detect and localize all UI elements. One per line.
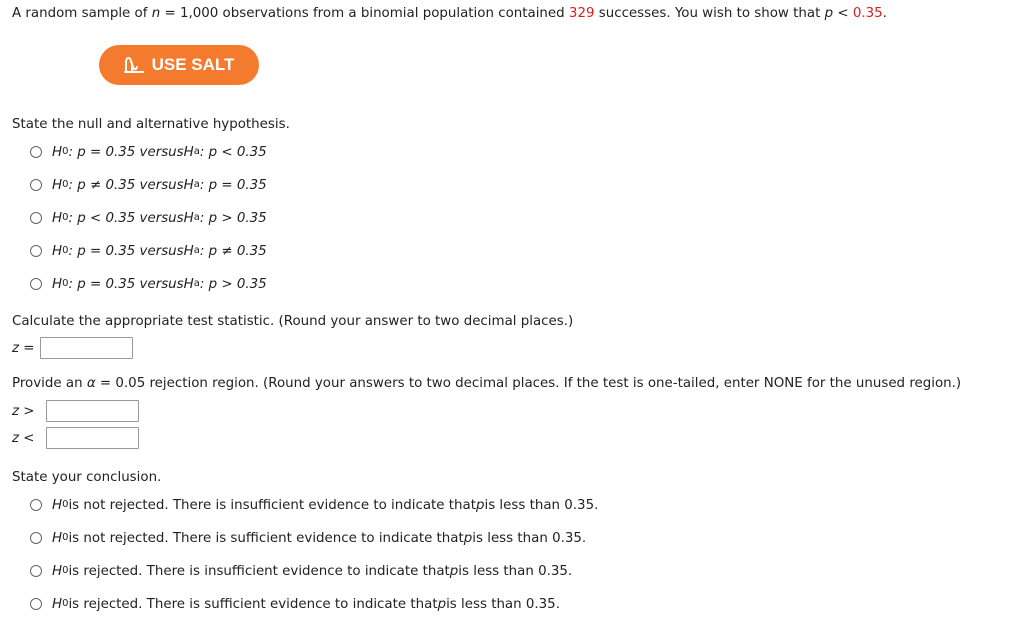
conclusion-text: is rejected. There is sufficient evidence to indicate that — [68, 596, 438, 612]
radio-button[interactable] — [30, 212, 42, 224]
h-symbol: H — [52, 276, 63, 292]
h0-relation: : p = 0.35 versus — [68, 243, 184, 259]
radio-button[interactable] — [30, 179, 42, 191]
hypothesis-option-5[interactable]: H 0 : p = 0.35 versus H a : p > 0.35 — [30, 274, 267, 294]
rejection-lower-row — [12, 426, 139, 450]
alpha-symbol: α — [86, 376, 96, 391]
radio-button[interactable] — [30, 245, 42, 257]
p-variable: p — [824, 6, 834, 21]
rejection-region-prompt — [12, 375, 961, 393]
hypothesis-option-4[interactable]: H 0 : p = 0.35 versus H a : p ≠ 0.35 — [30, 241, 267, 261]
radio-button[interactable] — [30, 278, 42, 290]
conclusion-text-end: is less than 0.35. — [458, 563, 573, 579]
successes-count: 329 — [568, 6, 595, 21]
problem-period: . — [882, 6, 887, 21]
conclusion-text: is not rejected. There is insufficient evidence to indicate that — [68, 497, 476, 513]
rejection-upper-row — [12, 399, 139, 423]
test-statistic-prompt: Calculate the appropriate test statistic. (Round your answer to two decimal places.) — [12, 314, 574, 329]
h0-relation: : p = 0.35 versus — [68, 144, 184, 160]
use-salt-label: USE SALT — [151, 55, 235, 74]
h-symbol: H — [52, 210, 63, 226]
conclusion-option-2[interactable]: H 0 is not rejected. There is sufficient evidence to indicate that p is less than 0.35. — [30, 528, 586, 548]
h-symbol: H — [52, 497, 63, 513]
hypothesis-prompt: State the null and alternative hypothesis. — [12, 117, 290, 132]
radio-button[interactable] — [30, 598, 42, 610]
rejection-prompt-end: = 0.05 rejection region. (Round your answers to two decimal places. If the test is one-tailed, enter NONE for the unused region.) — [95, 376, 962, 391]
problem-after-successes: successes. You wish to show that — [594, 6, 825, 21]
hypothesis-option-3[interactable]: H 0 : p < 0.35 versus H a : p > 0.35 — [30, 208, 267, 228]
hypothesis-option-1[interactable]: H 0 : p = 0.35 versus H a : p < 0.35 — [30, 142, 267, 162]
salt-chart-icon — [124, 56, 144, 74]
z-equals-label: z = — [12, 340, 35, 356]
h0-relation: : p < 0.35 versus — [68, 210, 184, 226]
z-less-label: z < — [12, 430, 35, 446]
h-symbol: H — [183, 243, 194, 259]
radio-button[interactable] — [30, 532, 42, 544]
conclusion-text-end: is less than 0.35. — [472, 530, 587, 546]
radio-button[interactable] — [30, 146, 42, 158]
problem-n-text: = 1,000 observations from a binomial population contained — [160, 6, 569, 21]
h-symbol: H — [52, 596, 63, 612]
conclusion-text: is not rejected. There is sufficient evidence to indicate that — [68, 530, 464, 546]
radio-button[interactable] — [30, 565, 42, 577]
h-symbol: H — [52, 563, 63, 579]
h-symbol: H — [52, 530, 63, 546]
conclusion-option-3[interactable]: H 0 is rejected. There is insufficient evidence to indicate that p is less than 0.35. — [30, 561, 572, 581]
ha-relation: : p < 0.35 — [199, 144, 267, 160]
ha-relation: : p > 0.35 — [199, 276, 267, 292]
z-lower-input[interactable] — [46, 427, 139, 449]
h0-relation: : p = 0.35 versus — [68, 276, 184, 292]
h-symbol: H — [183, 210, 194, 226]
use-salt-button[interactable] — [99, 45, 259, 85]
conclusion-text: is rejected. There is insufficient evidence to indicate that — [68, 563, 450, 579]
test-statistic-row — [12, 336, 133, 360]
conclusion-prompt: State your conclusion. — [12, 470, 162, 485]
hypothesis-option-2[interactable]: H 0 : p ≠ 0.35 versus H a : p = 0.35 — [30, 175, 267, 195]
z-greater-label: z > — [12, 403, 35, 419]
h-symbol: H — [52, 144, 63, 160]
problem-statement — [12, 5, 887, 23]
p-target-value: 0.35 — [852, 6, 883, 21]
p-variable: p — [475, 497, 485, 513]
radio-button[interactable] — [30, 499, 42, 511]
h-symbol: H — [183, 177, 194, 193]
conclusion-text-end: is less than 0.35. — [446, 596, 560, 612]
problem-intro: A random sample of — [12, 6, 152, 21]
conclusion-text-end: is less than 0.35. — [484, 497, 599, 513]
h-symbol: H — [52, 243, 63, 259]
problem-lt: < — [833, 6, 853, 21]
rejection-prompt-start: Provide an — [12, 376, 87, 391]
p-variable: p — [449, 563, 459, 579]
ha-relation: : p > 0.35 — [199, 210, 267, 226]
h-symbol: H — [52, 177, 63, 193]
n-variable: n — [151, 6, 161, 21]
ha-relation: : p ≠ 0.35 — [199, 243, 267, 259]
ha-relation: : p = 0.35 — [199, 177, 267, 193]
h-symbol: H — [183, 276, 194, 292]
z-value-input[interactable] — [40, 337, 133, 359]
h0-relation: : p ≠ 0.35 versus — [68, 177, 184, 193]
p-variable: p — [463, 530, 473, 546]
h-symbol: H — [183, 144, 194, 160]
conclusion-option-4[interactable]: H 0 is rejected. There is sufficient evidence to indicate that p is less than 0.35. — [30, 594, 560, 614]
z-upper-input[interactable] — [46, 400, 139, 422]
p-variable: p — [437, 596, 447, 612]
conclusion-option-1[interactable]: H 0 is not rejected. There is insufficient evidence to indicate that p is less than 0.35. — [30, 495, 598, 515]
